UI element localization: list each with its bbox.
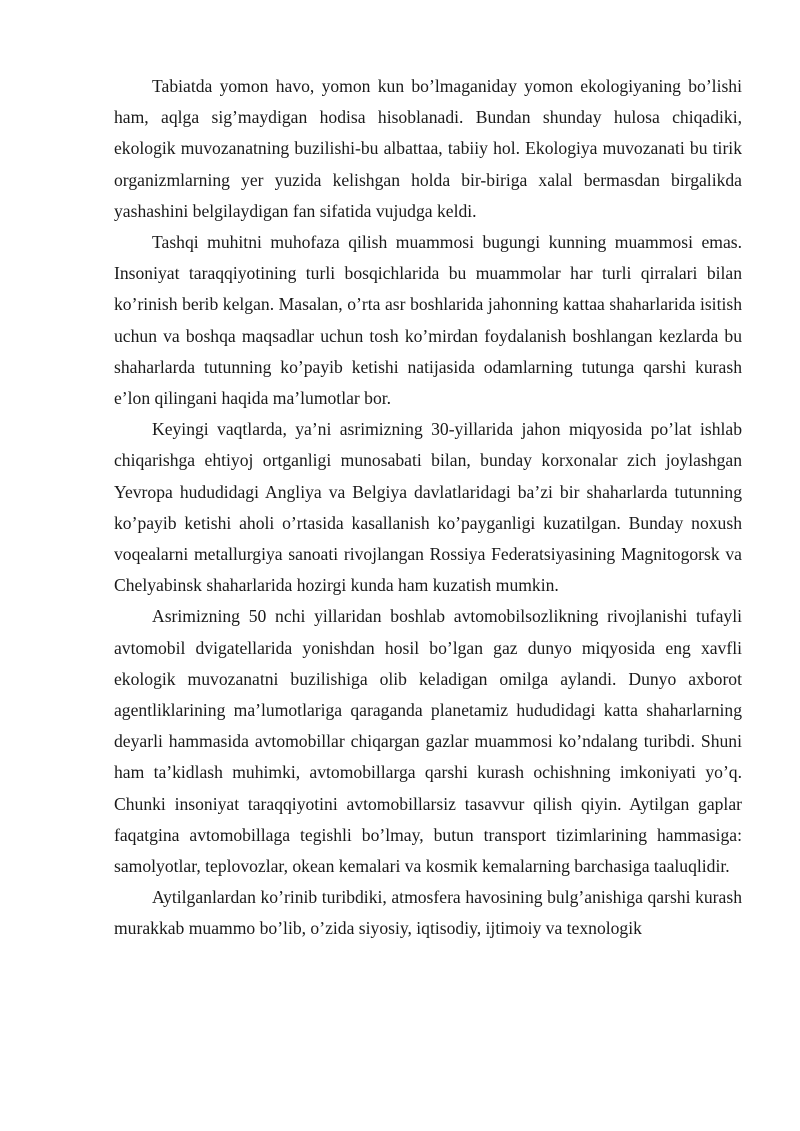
document-body <box>114 71 742 945</box>
paragraph-2: Tashqi muhitni muhofaza qilish muammosi bugungi kunning muammosi emas. Insoniyat taraqqiyotining turli bosqichlarida bu muammolar har turli qirralari bilan ko’rinish berib kelgan. Masalan, o’rta asr boshlarida jahonning kattaa shaharlarida isitish uchun va boshqa maqsadlar uchun tosh ko’mirdan foydalanish boshlangan kezlarda bu shaharlarda tutunning ko’payib ketishi natijasida odamlarning tutunga qarshi kurash e’lon qilingani haqida ma’lumotlar bor. <box>114 232 742 409</box>
paragraph-3: Keyingi vaqtlarda, ya’ni asrimizning 30-yillarida jahon miqyosida po’lat ishlab chiqarishga ehtiyoj ortganligi munosabati bilan, bunday korxonalar zich joylashgan Yevropa hududidagi Angliya va Belgiya davlatlaridagi ba’zi bir shaharlarda tutunning ko’payib ketishi aholi o’rtasida kasallanish ko’payganligi kuzatilgan. Bunday noxush voqealarni metallurgiya sanoati rivojlangan Rossiya Federatsiyasining Magnitogorsk va Chelyabinsk shaharlarida hozirgi kunda ham kuzatish mumkin. <box>114 419 742 596</box>
paragraph-1: Tabiatda yomon havo, yomon kun bo’lmaganiday yomon ekologiyaning bo’lishi ham, aqlga sig’maydigan hodisa hisoblanadi. Bundan shunday hulosa chiqadiki, ekologik muvozanatning buzilishi-bu albattaa, tabiiy hol. Ekologiya muvozanati bu tirik organizmlarning yer yuzida kelishgan holda bir-biriga xalal bermasdan birgalikda yashashini belgilaydigan fan sifatida vujudga keldi. <box>114 76 742 221</box>
paragraph-4: Asrimizning 50 nchi yillaridan boshlab avtomobilsozlikning rivojlanishi tufayli avtomobil dvigatellarida yonishdan hosil bo’lgan gaz dunyo miqyosida eng xavfli ekologik muvozanatni buzilishiga olib keladigan omilga aylandi. Dunyo axborot agentliklarining ma’lumotlariga qaraganda planetamiz hududidagi katta shaharlarning deyarli hammasida avtomobillar chiqargan gazlar muammosi ko’ndalang turibdi. Shuni ham ta’kidlash muhimki, avtomobillarga qarshi kurash ochishning imkoniyati yo’q. Chunki insoniyat taraqqiyotini avtomobillarsiz tasavvur qilish qiyin. Aytilgan gaplar faqatgina avtomobillaga tegishli bo’lmay, butun transport tizimlarining hammasiga: samolyotlar, teplovozlar, okean kemalari va kosmik kemalarning barchasiga taaluqlidir. <box>114 606 742 877</box>
paragraph-5: Aytilganlardan ko’rinib turibdiki, atmosfera havosining bulg’anishiga qarshi kurash murakkab muammo bo’lib, o’zida siyosiy, iqtisodiy, ijtimoiy va texnologik <box>114 887 742 939</box>
